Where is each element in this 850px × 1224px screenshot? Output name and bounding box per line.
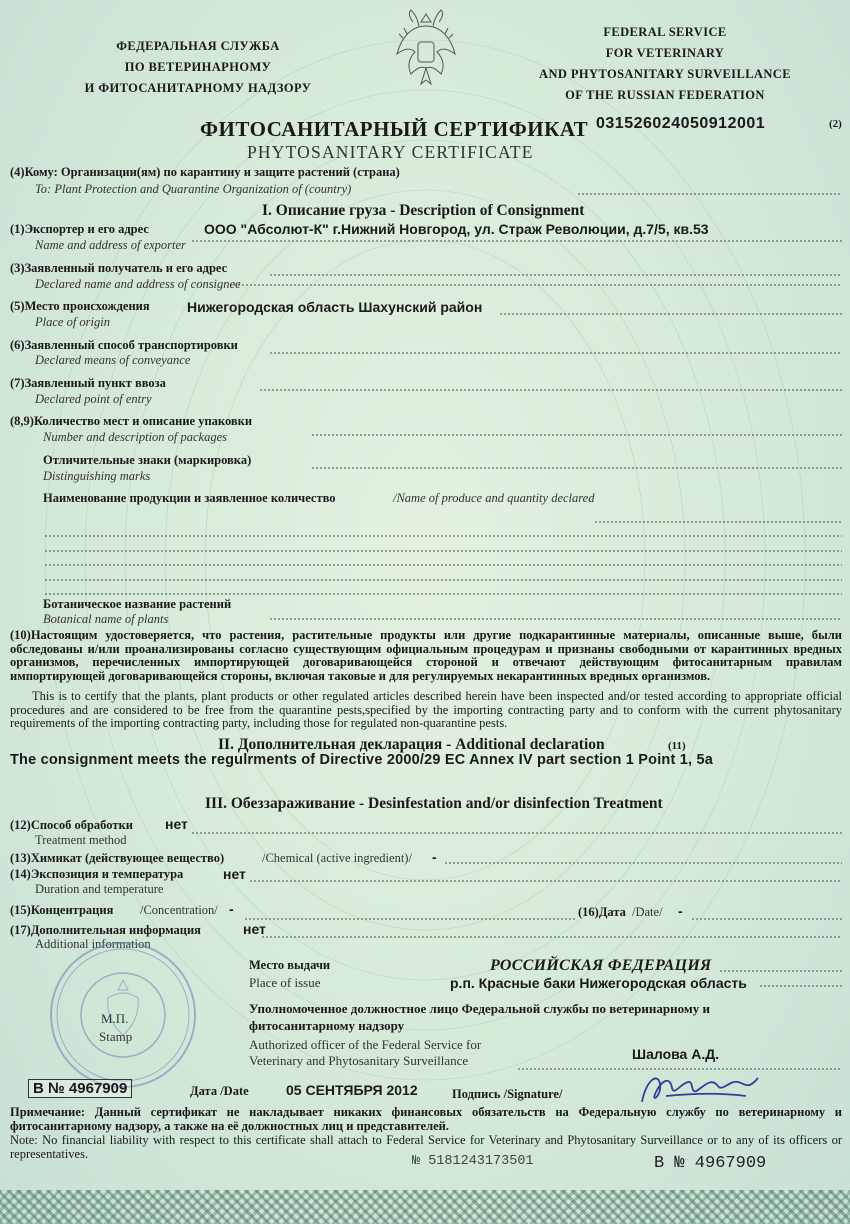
certify-ru: (10)Настоящим удостоверяется, что растения, растительные продукты или другие подкарантинные материалы, описанные выше, были обследованы и/или проанализированы согласно существующим официальным процедурам и признаны свободными от карантинных вредных организмов, перечисленных импортирующей договаривающейся стороной и отвечают действующим фитосанитарным правилам импортирующей договаривающейся стороны, включая таковые и для регулируемых некарантинных вредных организмов. <box>10 628 842 683</box>
additional-info-value: нет <box>243 921 266 937</box>
decorative-border <box>0 1190 850 1224</box>
produce-label: Наименование продукции и заявленное количество <box>43 491 336 505</box>
issue-place: р.п. Красные баки Нижегородская область <box>450 975 747 991</box>
signature-label: Подпись /Signature/ <box>452 1087 563 1101</box>
chemical-label: (13)Химикат (действующее вещество) <box>10 851 225 865</box>
date-label: Дата /Date <box>190 1084 249 1098</box>
entry-sub: Declared point of entry <box>35 392 152 406</box>
note-en: Note: No financial liability with respect to this certificate shall attach to Federal Service for Veterinary and Phytosanitary Surveillance or to any of its officers or representatives. <box>10 1133 842 1161</box>
title-en: PHYTOSANITARY CERTIFICATE <box>247 142 534 162</box>
exporter-value: ООО "Абсолют-К" г.Нижний Новгород, ул. Страж Революции, д.7/5, кв.53 <box>204 221 709 237</box>
field-number-11: (11) <box>668 740 686 752</box>
field-number-2: (2) <box>829 118 842 130</box>
treatment-sub: Treatment method <box>35 833 127 847</box>
entry-label: (7)Заявленный пункт ввоза <box>10 376 166 390</box>
duration-value: нет <box>223 866 246 882</box>
certificate-number: 031526024050912001 <box>596 115 766 132</box>
date-value: 05 СЕНТЯБРЯ 2012 <box>286 1082 418 1098</box>
conveyance-label: (6)Заявленный способ транспортировки <box>10 338 238 352</box>
header-ru: ФЕДЕРАЛЬНАЯ СЛУЖБА ПО ВЕТЕРИНАРНОМУ И ФИТОСАНИТАРНОМУ НАДЗОРУ <box>84 39 312 95</box>
produce-sub: /Name of produce and quantity declared <box>393 491 595 505</box>
consignee-label: (3)Заявленный получатель и его адрес <box>10 261 228 275</box>
officer-ru-2: фитосанитарному надзору <box>249 1018 405 1033</box>
officer-en-1: Authorized officer of the Federal Service for <box>249 1037 482 1052</box>
marks-sub: Distinguishing marks <box>43 469 151 483</box>
marks-label: Отличительные знаки (маркировка) <box>43 453 252 467</box>
consignee-sub: Declared name and address of consignee <box>35 277 241 291</box>
certify-en: This is to certify that the plants, plant products or other regulated articles described herein have been inspected and/or tested according to appropriate official procedures and are considered to be free from the quarantine pests,specified by the importing contracting party and to conform with the current phytosanitary requirements of the importing contracting party, including those for regulated non-quarantine pests. <box>10 689 842 730</box>
coat-of-arms-icon <box>393 8 459 94</box>
date16-sub: /Date/ <box>632 905 663 919</box>
chemical-sub: /Chemical (active ingredient)/ <box>262 851 412 865</box>
origin-label: (5)Место происхождения <box>10 299 150 313</box>
officer-ru-1: Уполномоченное должностное лицо Федеральной службы по ветеринарному и <box>249 1001 710 1016</box>
officer-en-2: Veterinary and Phytosanitary Surveillance <box>249 1053 469 1068</box>
packages-label: (8,9)Количество мест и описание упаковки <box>10 414 253 428</box>
packages-sub: Number and description of packages <box>43 430 228 444</box>
section-2-title: II. Дополнительная декларация - Additional declaration <box>218 736 605 753</box>
concentration-label: (15)Концентрация <box>10 903 114 917</box>
section-3-title: III. Обеззараживание - Desinfestation and/or disinfection Treatment <box>205 795 663 812</box>
issue-label: Место выдачи <box>249 958 331 972</box>
duration-label: (14)Экспозиция и температура <box>10 867 184 881</box>
header-en: FEDERAL SERVICE FOR VETERINARY AND PHYTOSANITARY SURVEILLANCE OF THE RUSSIAN FEDERATION <box>539 25 791 102</box>
concentration-sub: /Concentration/ <box>140 903 218 917</box>
issue-country: РОССИЙСКАЯ ФЕДЕРАЦИЯ <box>490 957 712 974</box>
date16-value: - <box>678 903 683 919</box>
exporter-sub: Name and address of exporter <box>35 238 186 252</box>
conveyance-sub: Declared means of conveyance <box>35 353 191 367</box>
duration-sub: Duration and temperature <box>35 882 164 896</box>
additional-info-sub: Additional information <box>35 937 151 951</box>
to-label: (4)Кому: Организации(ям) по карантину и защите растений (страна) <box>10 165 400 179</box>
title-ru: ФИТОСАНИТАРНЫЙ СЕРТИФИКАТ <box>200 117 589 141</box>
stamp-label-en: Stamp <box>99 1029 133 1044</box>
to-sub: To: Plant Protection and Quarantine Organization of (country) <box>35 182 352 196</box>
additional-declaration-value: The consignment meets the regulrments of Directive 2000/29 EC Annex IV part section 1 Point 1, 5a <box>10 752 713 768</box>
section-1-title: I. Описание груза - Description of Consignment <box>262 202 585 219</box>
serial-number-right: В № 4967909 <box>654 1154 767 1173</box>
stamp-label-ru: М.П. <box>101 1011 129 1026</box>
note-ru: Примечание: Данный сертификат не накладывает никаких финансовых обязательств на Федеральную службу по ветеринарному и фитосанитарному надзору, а также на её должностных лиц и представителей. <box>10 1105 842 1133</box>
botanical-sub: Botanical name of plants <box>43 612 169 626</box>
additional-info-label: (17)Дополнительная информация <box>10 923 201 937</box>
origin-value: Нижегородская область Шахунский район <box>187 299 483 315</box>
chemical-value: - <box>432 849 437 865</box>
date16-label: (16)Дата <box>578 905 626 919</box>
treatment-label: (12)Способ обработки <box>10 818 133 832</box>
officer-name: Шалова А.Д. <box>632 1046 720 1062</box>
signature-icon <box>636 1066 766 1110</box>
concentration-value: - <box>229 901 234 917</box>
serial-number-left: В № 4967909 <box>28 1079 132 1098</box>
blank-number: № 5181243173501 <box>412 1154 534 1169</box>
origin-sub: Place of origin <box>35 315 110 329</box>
issue-sub: Place of issue <box>249 975 321 990</box>
exporter-label: (1)Экспортер и его адрес <box>10 222 149 236</box>
botanical-label: Ботаническое название растений <box>43 597 232 611</box>
treatment-value: нет <box>165 816 188 832</box>
